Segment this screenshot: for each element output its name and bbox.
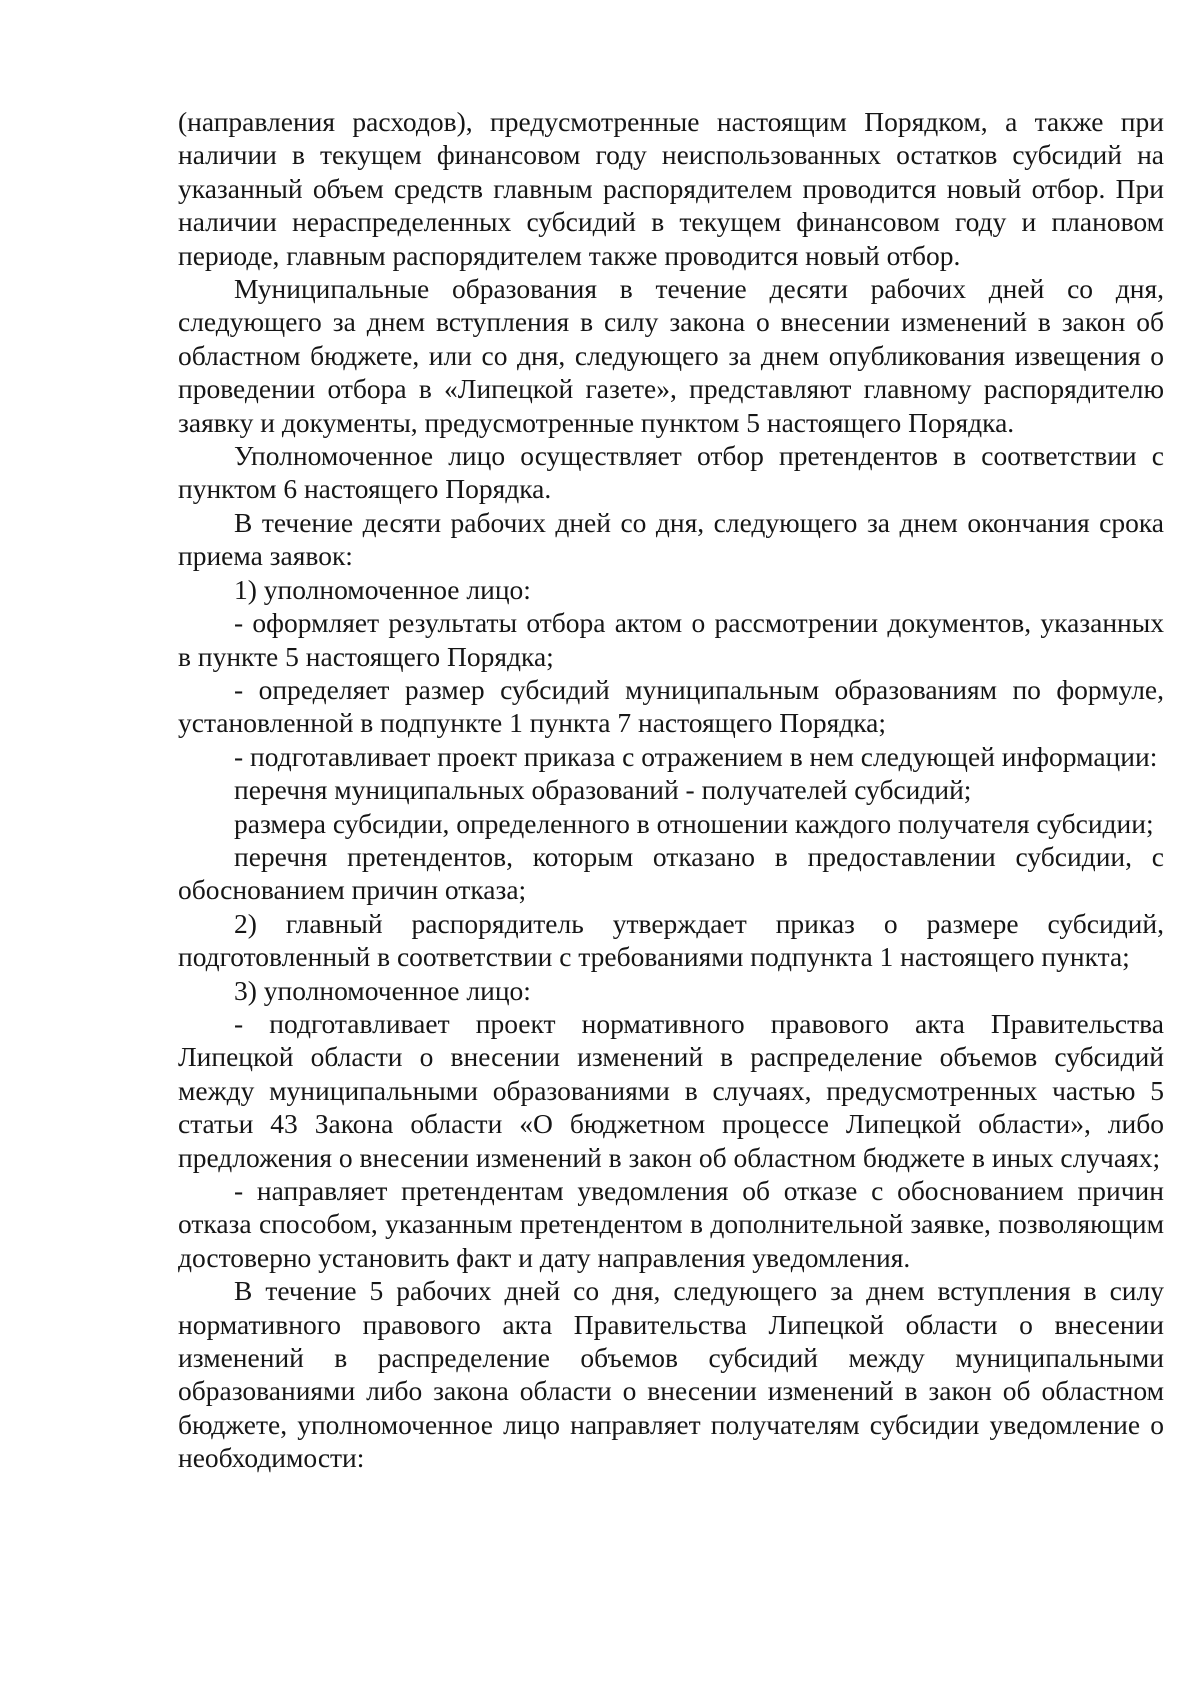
- list-item-1: 1) уполномоченное лицо:: [234, 573, 531, 605]
- list-subitem: - подготавливает проект приказа с отражением в нем следующей информации:: [234, 740, 1158, 772]
- list-subitem: - подготавливает проект нормативного правового акта Правительства Липецкой области о внесении изменений в распределение объемов субсидий между муниципальными образованиями в случаях, предусмотренных частью 5 статьи 43 Закона области «О бюджетном процессе Липецкой области», либо предложения о внесении изменений в закон об областном бюджете в иных случаях;: [178, 1007, 1164, 1173]
- paragraph-selection: Уполномоченное лицо осуществляет отбор претендентов в соответствии с пунктом 6 настоящего Порядка.: [178, 440, 1164, 505]
- list-subitem: размера субсидии, определенного в отношении каждого получателя субсидии;: [234, 807, 1154, 839]
- list-subitem: - определяет размер субсидий муниципальным образованиям по формуле, установленной в подпункте 1 пункта 7 настоящего Порядка;: [178, 673, 1164, 739]
- paragraph-municipal-applications: Муниципальные образования в течение десяти рабочих дней со дня, следующего за днем вступления в силу закона о внесении изменений в закон об областном бюджете, или со дня, следующего за днем опубликования извещения о проведении отбора в «Липецкой газете», представляют главному распорядителю заявку и документы, предусмотренные пунктом 5 настоящего Порядка.: [178, 273, 1164, 438]
- list-subitem: - направляет претендентам уведомления об отказе с обоснованием причин отказа способом, указанным претендентом в дополнительной заявке, позволяющим достоверно установить факт и дату направления уведомления.: [178, 1175, 1164, 1273]
- paragraph-continuation: (направления расходов), предусмотренные настоящим Порядком, а также при наличии в текущем финансовом году неиспользованных остатков субсидий на указанный объем средств главным распорядителем проводится новый отбор. При наличии нераспределенных субсидий в текущем финансовом году и плановом периоде, главным распорядителем также проводится новый отбор.: [178, 106, 1164, 271]
- paragraph-ten-days: В течение десяти рабочих дней со дня, следующего за днем окончания срока приема заявок:: [178, 506, 1164, 572]
- list-subitem: перечня претендентов, которым отказано в предоставлении субсидии, с обоснованием причин отказа;: [178, 840, 1164, 906]
- document-page: [178, 105, 1164, 1475]
- paragraph-five-days: В течение 5 рабочих дней со дня, следующего за днем вступления в силу нормативного правового акта Правительства Липецкой области о внесении изменений в распределение объемов субсидий между муниципальными образованиями либо закона области о внесении изменений в закон об областном бюджете, уполномоченное лицо направляет получателям субсидии уведомление о необходимости:: [178, 1275, 1164, 1474]
- list-item-3: 3) уполномоченное лицо:: [234, 974, 531, 1006]
- list-item-2: 2) главный распорядитель утверждает приказ о размере субсидий, подготовленный в соответствии с требованиями подпункта 1 настоящего пункта;: [178, 907, 1164, 973]
- list-subitem: перечня муниципальных образований - получателей субсидий;: [234, 774, 972, 806]
- list-subitem: - оформляет результаты отбора актом о рассмотрении документов, указанных в пункте 5 настоящего Порядка;: [178, 607, 1164, 672]
